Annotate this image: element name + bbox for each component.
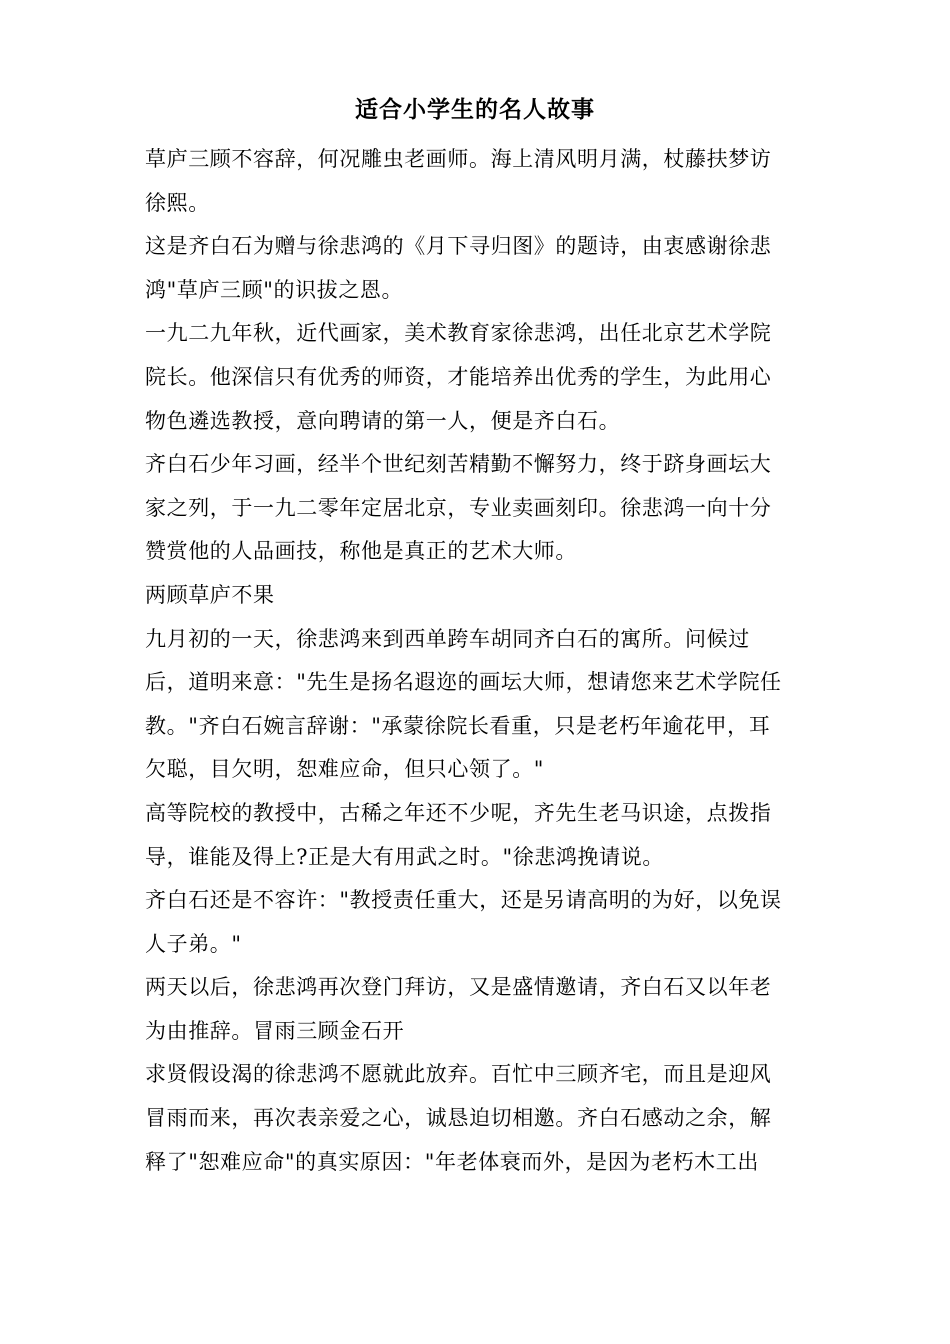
paragraph (145, 138, 810, 225)
paragraph (145, 312, 810, 443)
text-line: 一九二九年秋，近代画家，美术教育家徐悲鸿，出任北京艺术学院 (145, 321, 772, 346)
text-line: 高等院校的教授中，古稀之年还不少呢，齐先生老马识途，点拨指 (145, 800, 772, 825)
document-title: 适合小学生的名人故事 (355, 96, 595, 123)
text-line: 家之列，于一九二零年定居北京，专业卖画刻印。徐悲鸿一向十分 (145, 495, 772, 520)
paragraph (145, 879, 810, 966)
text-line: 后，道明来意："先生是扬名遐迩的画坛大师，想请您来艺术学院任 (145, 670, 782, 695)
text-line: 两顾草庐不果 (145, 582, 275, 607)
text-line: 九月初的一天，徐悲鸿来到西单跨车胡同齐白石的寓所。问候过 (145, 626, 750, 651)
text-line: 人子弟。" (145, 931, 242, 956)
text-line: 物色遴选教授，意向聘请的第一人，便是齐白石。 (145, 408, 621, 433)
text-line: 草庐三顾不容辞，何况雕虫老画师。海上清风明月满，杖藤扶梦访 (145, 147, 772, 171)
document-body (145, 138, 810, 1184)
text-line: 齐白石少年习画，经半个世纪刻苦精勤不懈努力，终于跻身画坛大 (145, 452, 772, 477)
text-line: 为由推辞。冒雨三顾金石开 (145, 1018, 405, 1043)
text-line: 欠聪，目欠明，恕难应命，但只心领了。" (145, 757, 545, 782)
text-line: 冒雨而来，再次表亲爱之心，诚恳迫切相邀。齐白石感动之余，解 (145, 1106, 772, 1131)
paragraph (145, 1053, 810, 1184)
paragraph (145, 792, 810, 879)
paragraph (145, 225, 810, 312)
text-line: 鸿"草庐三顾"的识拔之恩。 (145, 277, 404, 302)
paragraph (145, 966, 810, 1053)
text-line: 齐白石还是不容许："教授责任重大，还是另请高明的为好，以免误 (145, 888, 782, 913)
text-line: 赞赏他的人品画技，称他是真正的艺术大师。 (145, 539, 577, 564)
paragraph (145, 443, 810, 574)
text-line: 求贤假设渴的徐悲鸿不愿就此放弃。百忙中三顾齐宅，而且是迎风 (145, 1062, 772, 1087)
text-line: 两天以后，徐悲鸿再次登门拜访，又是盛情邀请，齐白石又以年老 (145, 975, 772, 1000)
section-heading (145, 574, 810, 618)
text-line: 这是齐白石为赠与徐悲鸿的《月下寻归图》的题诗，由衷感谢徐悲 (145, 234, 772, 259)
text-line: 徐熙。 (145, 190, 210, 215)
text-line: 教。"齐白石婉言辞谢："承蒙徐院长看重，只是老朽年逾花甲，耳 (145, 713, 771, 738)
text-line: 导，谁能及得上?正是大有用武之时。"徐悲鸿挽请说。 (145, 844, 664, 869)
text-line: 释了"恕难应命"的真实原因："年老体衰而外，是因为老朽木工出 (145, 1149, 759, 1174)
text-line: 院长。他深信只有优秀的师资，才能培养出优秀的学生，为此用心 (145, 364, 772, 389)
paragraph (145, 618, 810, 792)
